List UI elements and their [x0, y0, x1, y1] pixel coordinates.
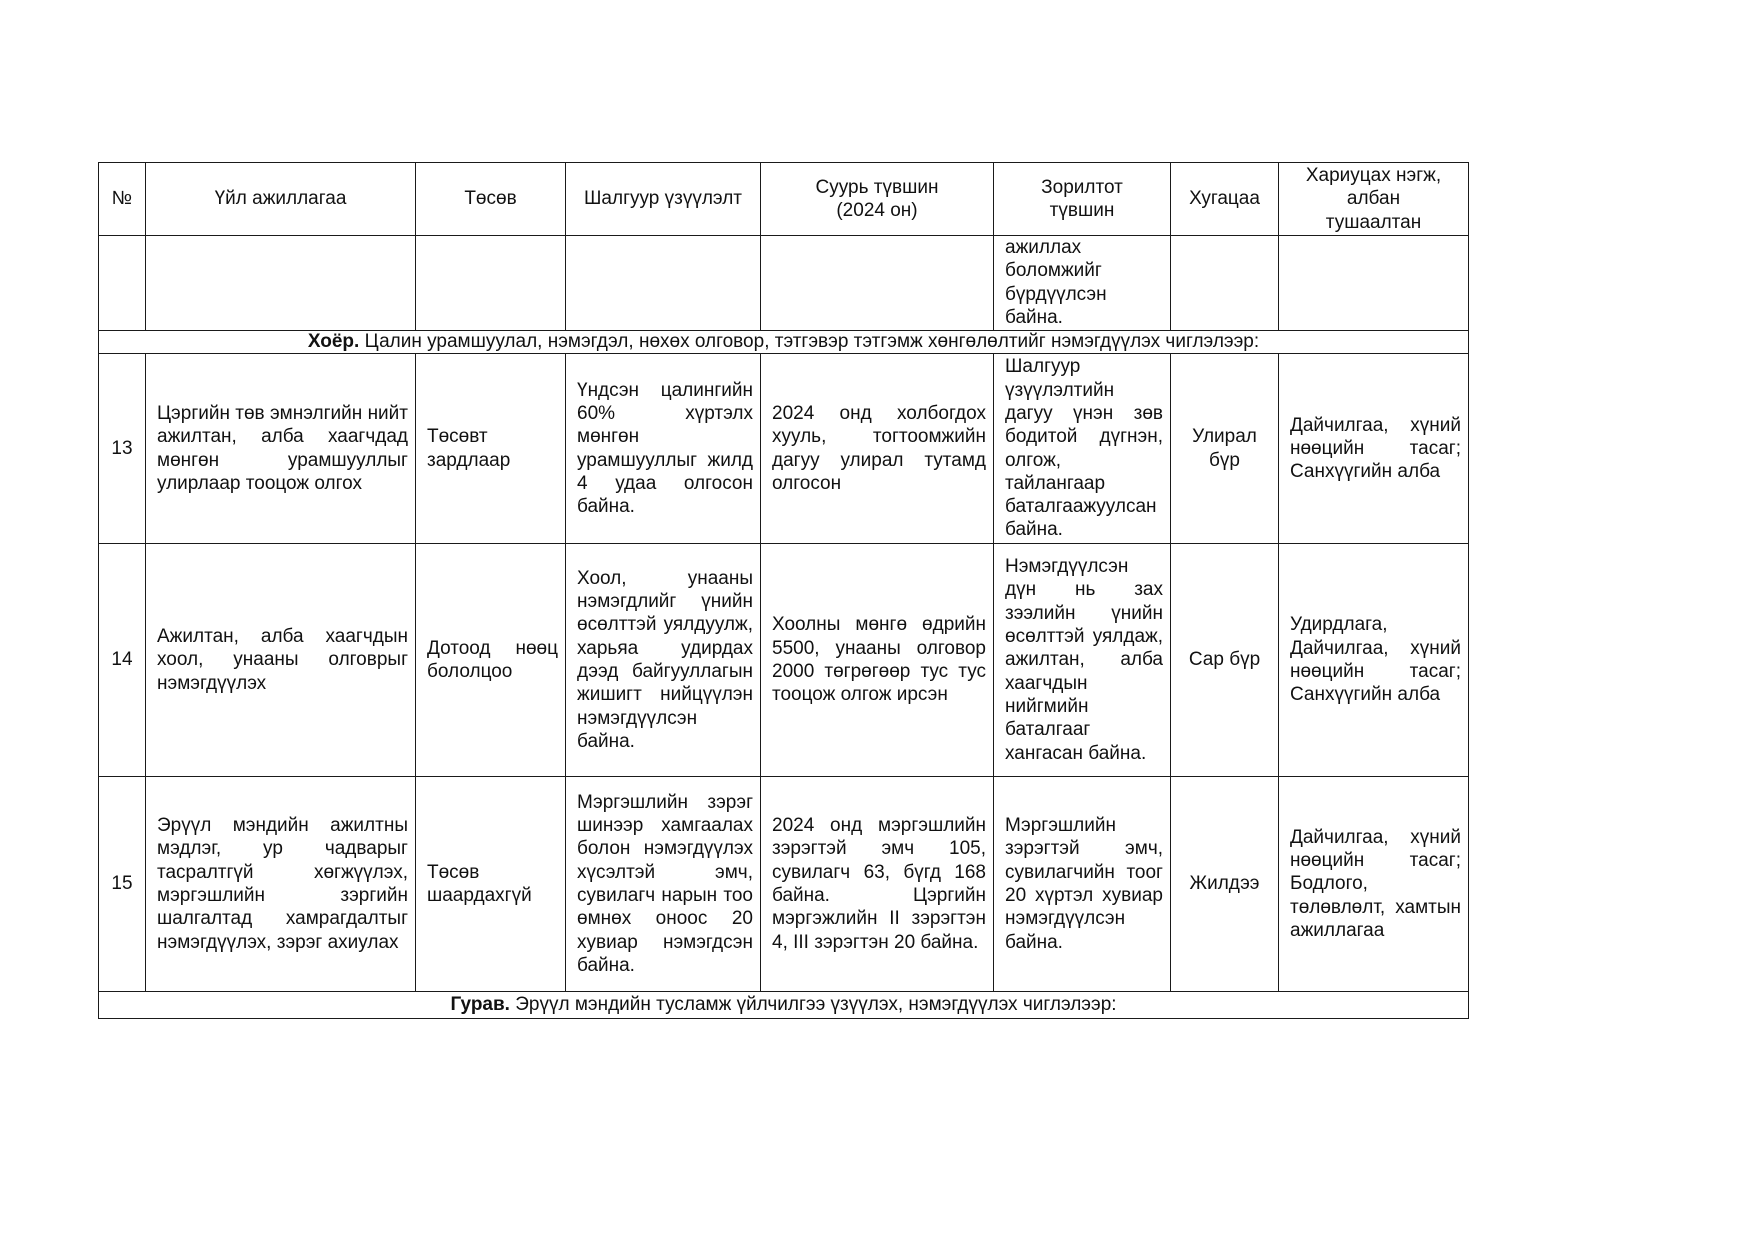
header-indicator: Шалгуур үзүүлэлт [566, 163, 761, 236]
cell-target: Нэмэгдүүлсэн дүн нь зах зээлийн үнийн өсөлттэй уялдаж, ажилтан, алба хаагчдын нийгмийн баталгааг хангасан байна. [994, 544, 1171, 777]
cell-activity [146, 236, 416, 331]
table-row [99, 354, 1469, 544]
section-label: Хоёр. [307, 331, 360, 352]
cell-target: Мэргэшлийн зэрэгтэй эмч, сувилагчийн тоог 20 хүртэл хувиар нэмэгдүүлсэн байна. [994, 777, 1171, 992]
cell-activity: Ажилтан, алба хаагчдын хоол, унааны олговрыг нэмэгдүүлэх [146, 544, 416, 777]
header-deadline: Хугацаа [1171, 163, 1279, 236]
cell-no: 13 [99, 354, 146, 544]
table-header-row [99, 163, 1469, 236]
cell-baseline: Хоолны мөнгө өдрийн 5500, унааны олговор 2000 төгрөгөөр тус тус тооцож олгож ирсэн [761, 544, 994, 777]
cell-baseline: 2024 онд холбогдох хууль, тогтоомжийн дагуу улирал тутамд олгосон [761, 354, 994, 544]
cell-responsible: Дайчилгаа, хүний нөөцийн тасаг; Бодлого, төлөвлөлт, хамтын ажиллагаа [1279, 777, 1469, 992]
cell-budget [416, 236, 566, 331]
header-target: Зорилтот түвшин [994, 163, 1171, 236]
header-activity: Үйл ажиллагаа [146, 163, 416, 236]
cell-target: Шалгуур үзүүлэлтийн дагуу үнэн зөв бодитой дүгнэн, олгож, тайлангаар баталгаажуулсан байна. [994, 354, 1171, 544]
section-heading-row [99, 992, 1469, 1019]
cell-responsible [1279, 236, 1469, 331]
section-heading-row [99, 331, 1469, 354]
cell-responsible: Удирдлага, Дайчилгаа, хүний нөөцийн тасаг; Санхүүгийн алба [1279, 544, 1469, 777]
table-row [99, 777, 1469, 992]
header-baseline: Суурь түвшин (2024 он) [761, 163, 994, 236]
cell-budget: Дотоод нөөц бололцоо [416, 544, 566, 777]
cell-deadline: Жилдээ [1171, 777, 1279, 992]
action-plan-table [98, 162, 1469, 1019]
cell-indicator: Мэргэшлийн зэрэг шинээр хамгаалах болон нэмэгдүүлэх хүсэлтэй эмч, сувилагч нарын тоо өмнөх оноос 20 хувиар нэмэгдсэн байна. [566, 777, 761, 992]
cell-responsible: Дайчилгаа, хүний нөөцийн тасаг; Санхүүгийн алба [1279, 354, 1469, 544]
table-row-continuation [99, 236, 1469, 331]
cell-indicator: Хоол, унааны нэмэгдлийг үнийн өсөлттэй уялдуулж, харьяа удирдах дээд байгууллагын жишигт нийцүүлэн нэмэгдүүлсэн байна. [566, 544, 761, 777]
section-label: Гурав. [450, 994, 510, 1015]
cell-deadline: Сар бүр [1171, 544, 1279, 777]
section-text: Эрүүл мэндийн тусламж үйлчилгээ үзүүлэх, нэмэгдүүлэх чиглэлээр: [515, 994, 1117, 1015]
cell-no [99, 236, 146, 331]
cell-activity: Цэргийн төв эмнэлгийн нийт ажилтан, алба хаагчдад мөнгөн урамшууллыг улирлаар тооцож олгох [146, 354, 416, 544]
header-budget: Төсөв [416, 163, 566, 236]
table-row [99, 544, 1469, 777]
section-heading-3 [99, 992, 1469, 1019]
cell-indicator: Үндсэн цалингийн 60% хүртэлх мөнгөн урамшууллыг жилд 4 удаа олгосон байна. [566, 354, 761, 544]
cell-deadline [1171, 236, 1279, 331]
cell-target: ажиллах боломжийг бүрдүүлсэн байна. [994, 236, 1171, 331]
cell-indicator [566, 236, 761, 331]
cell-baseline [761, 236, 994, 331]
header-no: № [99, 163, 146, 236]
cell-no: 15 [99, 777, 146, 992]
cell-activity: Эрүүл мэндийн ажилтны мэдлэг, ур чадварыг тасралтгүй хөгжүүлэх, мэргэшлийн зэргийн шалгалтад хамрагдалтыг нэмэгдүүлэх, зэрэг ахиулах [146, 777, 416, 992]
cell-no: 14 [99, 544, 146, 777]
section-text: Цалин урамшуулал, нэмэгдэл, нөхөх олговор, тэтгэвэр тэтгэмж хөнгөлөлтийг нэмэгдүүлэх чиглэлээр: [364, 331, 1260, 352]
cell-deadline: Улирал бүр [1171, 354, 1279, 544]
cell-budget: Төсөв шаардахгүй [416, 777, 566, 992]
cell-baseline: 2024 онд мэргэшлийн зэрэгтэй эмч 105, сувилагч 63, бүгд 168 байна. Цэргийн мэргэжлийн II зэрэгтэн 4, III зэрэгтэн 20 байна. [761, 777, 994, 992]
cell-budget: Төсөвт зардлаар [416, 354, 566, 544]
header-responsible: Хариуцах нэгж, албан тушаалтан [1279, 163, 1469, 236]
section-heading-2 [99, 331, 1469, 354]
